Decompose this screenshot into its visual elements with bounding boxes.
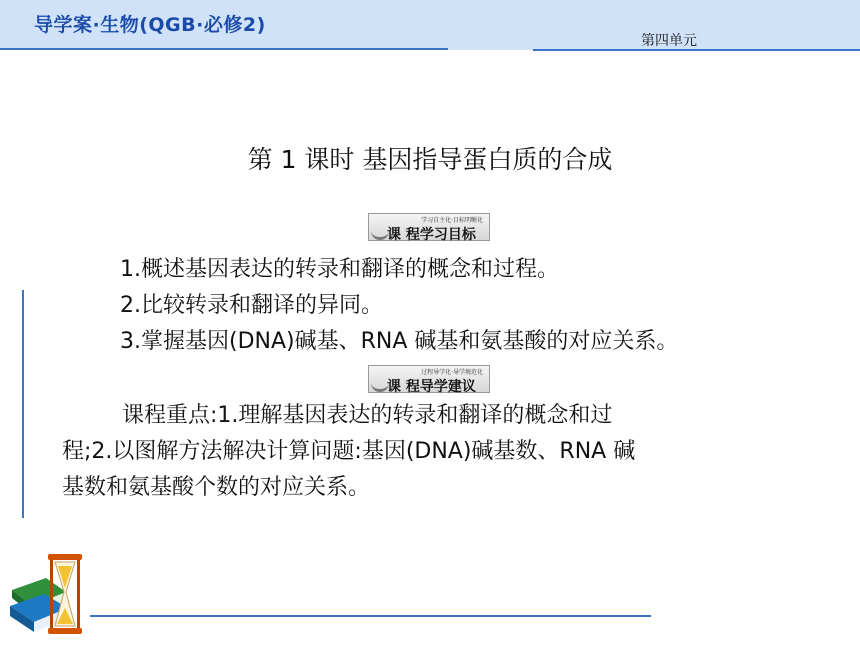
- advice-paragraph: [62, 398, 797, 506]
- advice-line: 程;2.以图解方法解决计算问题:基因(DNA)碱基数、RNA 碱: [62, 439, 636, 464]
- goal-item: 2.比较转录和翻译的异同。: [120, 293, 383, 318]
- goals-banner-subtitle: 学习自主化·目标明晰化: [421, 217, 483, 224]
- goal-item: 3.掌握基因(DNA)碱基、RNA 碱基和氨基酸的对应关系。: [120, 329, 679, 354]
- goal-item: 1.概述基因表达的转录和翻译的概念和过程。: [120, 257, 559, 282]
- header-title: 导学案·生物(QGB·必修2): [34, 14, 266, 36]
- advice-line: 课程重点:1.理解基因表达的转录和翻译的概念和过: [122, 403, 613, 428]
- advice-line: 基数和氨基酸个数的对应关系。: [62, 475, 371, 500]
- header-divider: [0, 48, 448, 50]
- bottom-divider: [90, 615, 651, 617]
- lesson-title: 第 1 课时 基因指导蛋白质的合成: [247, 145, 613, 174]
- goals-banner: [368, 213, 490, 241]
- goals-banner-label: 课 程学习目标: [387, 227, 476, 243]
- advice-banner: [368, 365, 490, 393]
- unit-divider: [533, 49, 860, 51]
- unit-label: 第四单元: [641, 33, 697, 49]
- left-accent-line: [22, 290, 24, 518]
- advice-banner-subtitle: 过程导学化·导学规范化: [421, 369, 483, 376]
- advice-banner-label: 课 程导学建议: [387, 379, 476, 395]
- books-hourglass-icon: [8, 548, 88, 640]
- goals-list: [120, 252, 678, 360]
